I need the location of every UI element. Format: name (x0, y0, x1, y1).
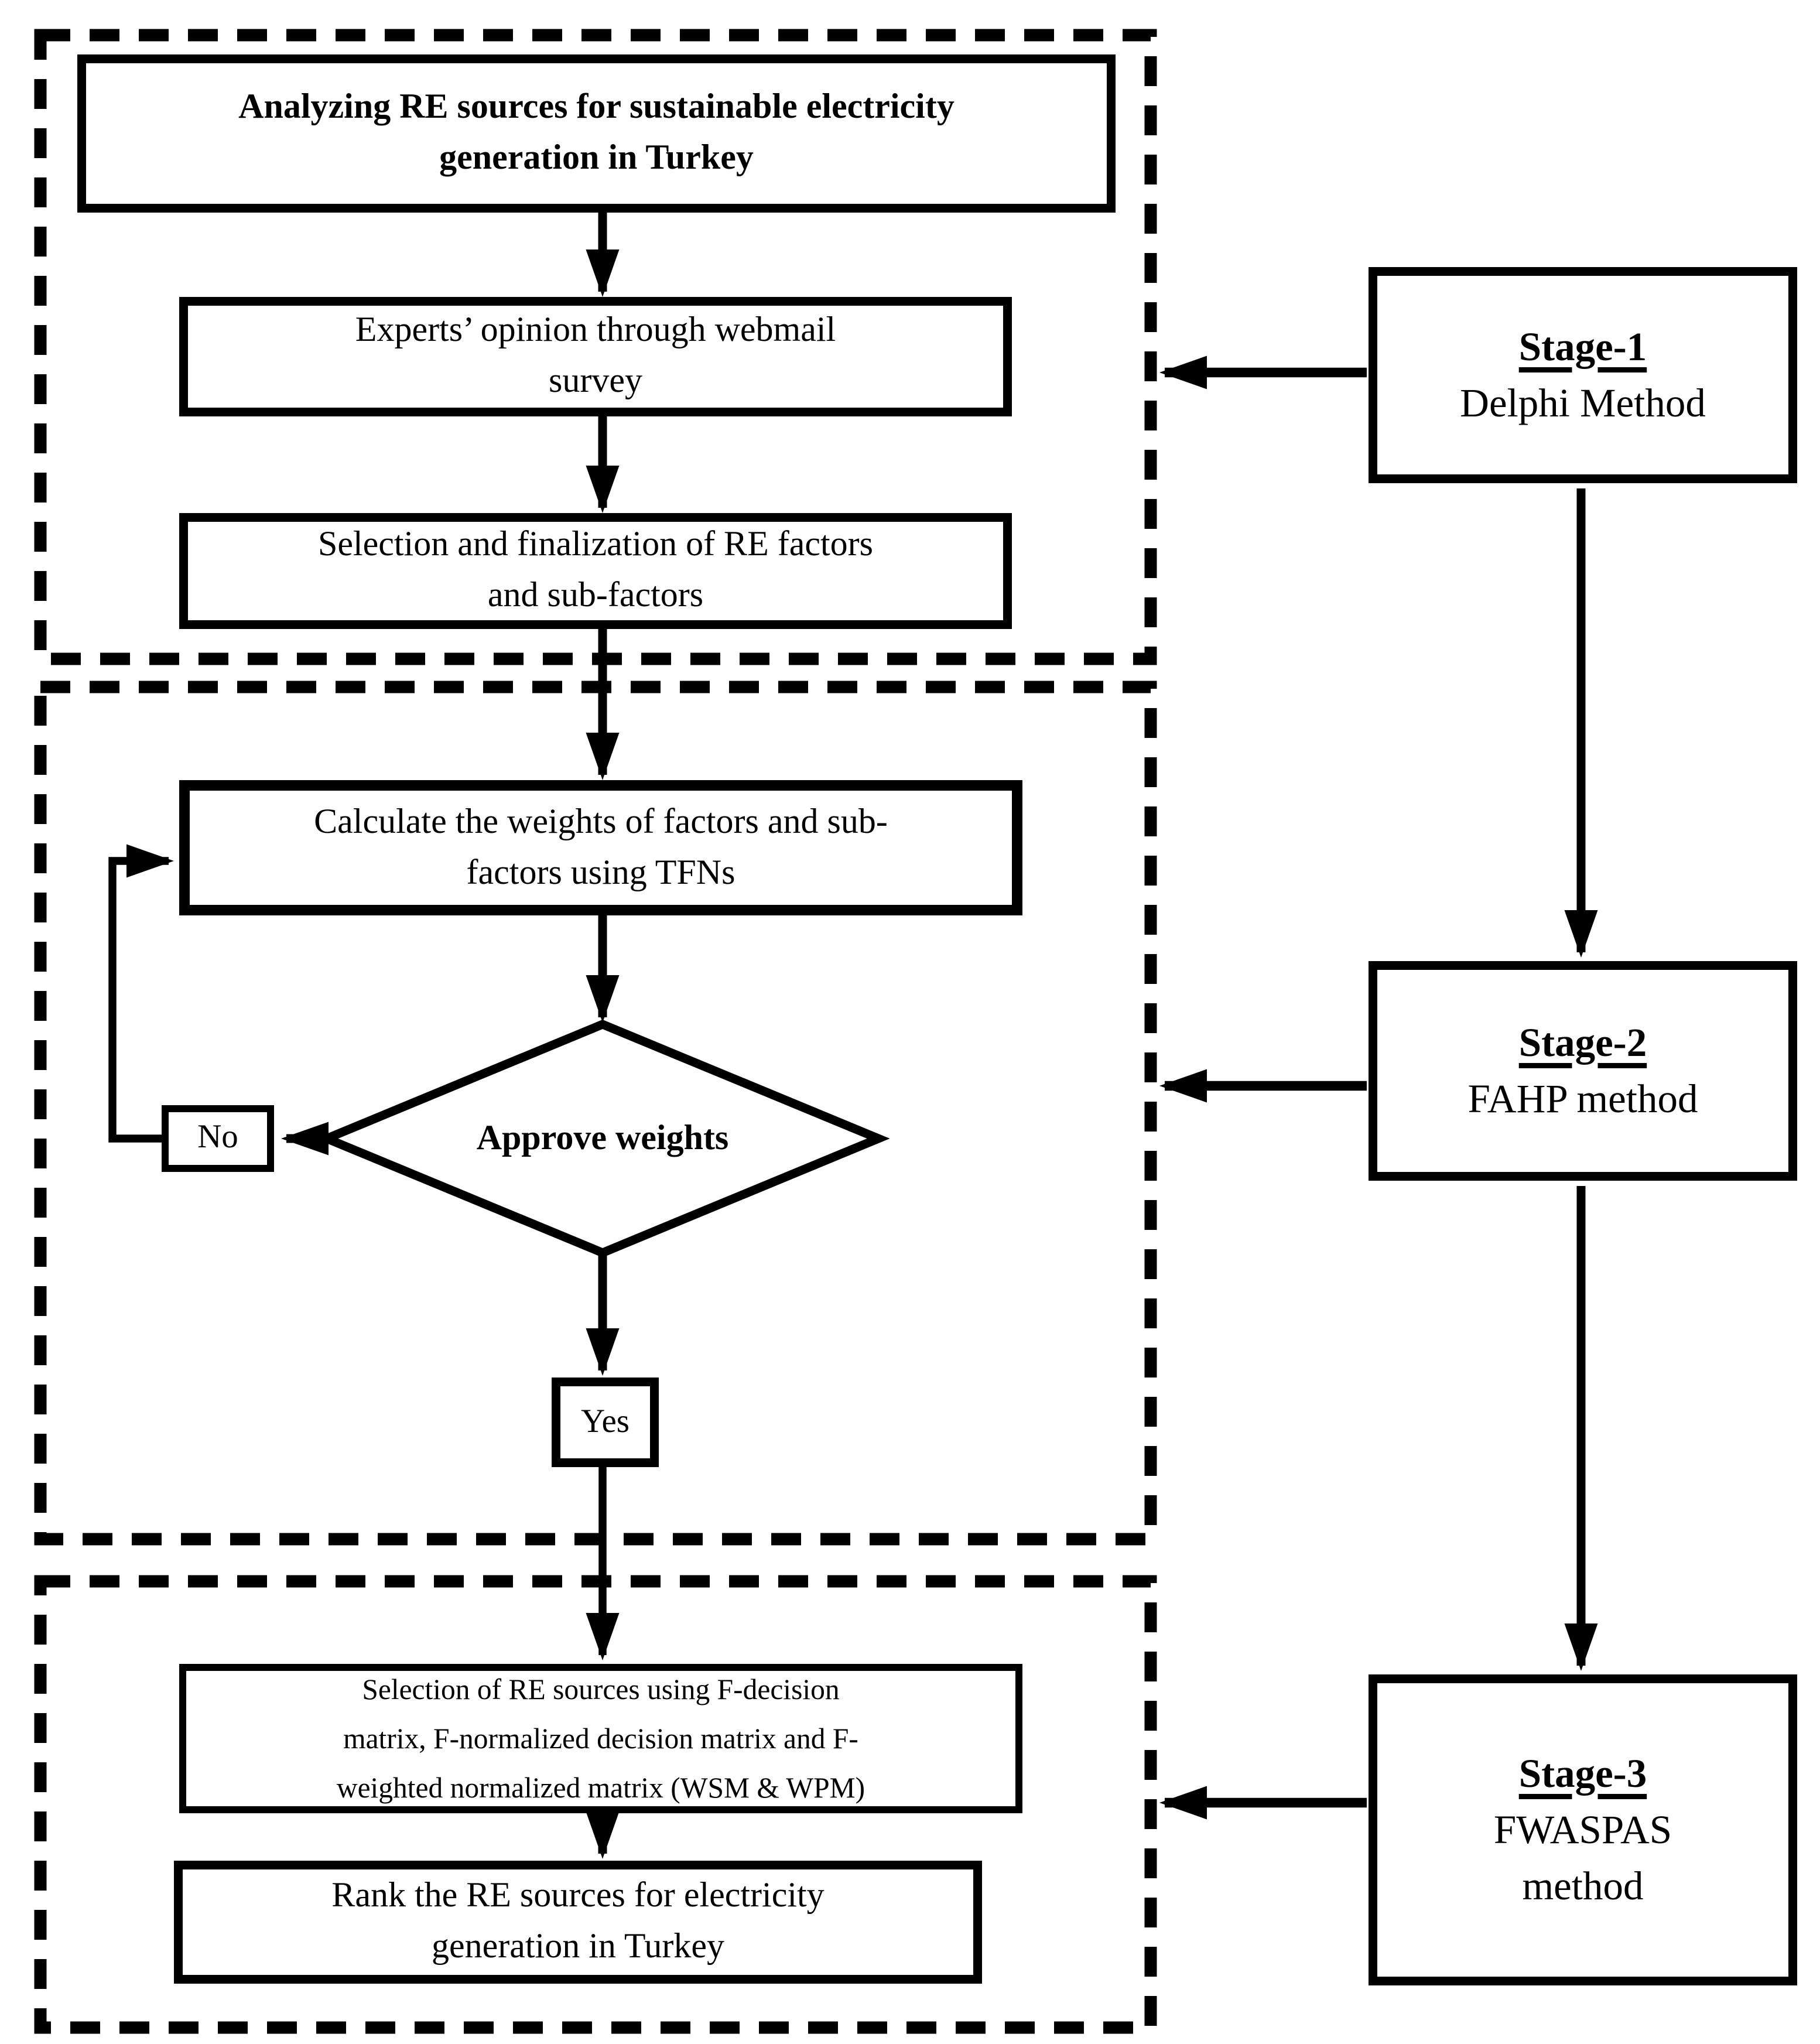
survey-line-1: Experts’ opinion through webmail (355, 311, 836, 350)
stage1-title: Stage-1 (1518, 324, 1647, 368)
rank-line-1: Rank the RE sources for electricity (331, 1876, 825, 1915)
stage2-method: FAHP method (1467, 1076, 1698, 1120)
selection-line-3: weighted normalized matrix (WSM & WPM) (336, 1770, 865, 1804)
decision-label: Approve weights (476, 1118, 729, 1157)
stage1-box (1369, 267, 1797, 483)
stage1-method: Delphi Method (1460, 380, 1706, 425)
factors-line-1: Selection and finalization of RE factors (317, 525, 873, 564)
goal-line-1: Analyzing RE sources for sustainable electricity (238, 88, 955, 127)
survey-line-2: survey (548, 362, 642, 401)
process-box-weights (179, 780, 1022, 915)
selection-line-2: matrix, F-normalized decision matrix and F- (343, 1721, 858, 1755)
stage2-box (1369, 961, 1797, 1181)
stage3-title: Stage-3 (1518, 1751, 1647, 1795)
process-box-goal (77, 54, 1116, 213)
selection-line-1: Selection of RE sources using F-decision (362, 1672, 840, 1705)
process-box-rank (174, 1861, 982, 1984)
process-box-factors (179, 513, 1012, 629)
stage3-method-line-2: method (1522, 1863, 1644, 1908)
weights-line-1: Calculate the weights of factors and sub- (314, 802, 888, 841)
factors-line-2: and sub-factors (487, 576, 704, 615)
decision-no-box (162, 1105, 274, 1172)
stage3-box (1369, 1674, 1797, 1985)
arrow-no-loop-to-weights (112, 861, 169, 1139)
process-box-selection (179, 1664, 1022, 1813)
goal-line-2: generation in Turkey (439, 139, 754, 177)
no-label: No (197, 1119, 238, 1156)
yes-label: Yes (581, 1403, 630, 1440)
weights-line-2: factors using TFNs (466, 853, 735, 892)
decision-yes-box (552, 1378, 659, 1467)
stage3-method-line-1: FWASPAS (1493, 1807, 1672, 1851)
rank-line-2: generation in Turkey (432, 1927, 724, 1966)
stage2-title: Stage-2 (1518, 1020, 1647, 1064)
process-box-survey (179, 297, 1012, 416)
